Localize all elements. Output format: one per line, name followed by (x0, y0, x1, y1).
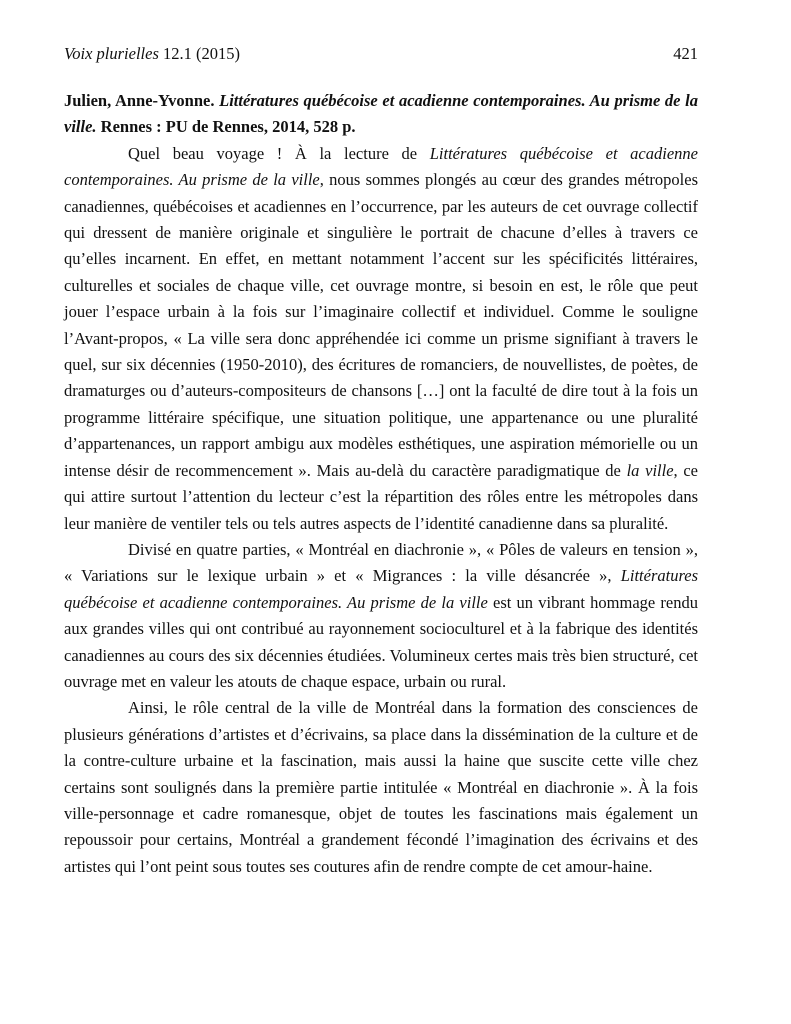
paragraph-3-text: Ainsi, le rôle central de la ville de Montréal dans la formation des consciences de plusieurs générations d’artistes et d’écrivains, sa place dans la dissémination de la culture et de la contre-culture urbaine et la fascination, mais aussi la haine que suscite cette ville chez certains sont soulignés dans la première partie intitulée « Montréal en diachronie ». À la fois ville-personnage et cadre romanesque, objet de toutes les fascinations mais également un repoussoir pour certains, Montréal a grandement fécondé l’imagination des écrivains et des artistes qui l’ont peint sous toutes ses coutures afin de rendre compte de cet amour-haine. (64, 698, 698, 876)
paragraph-2 (64, 537, 698, 695)
journal-title: Voix plurielles (64, 44, 159, 63)
page-number: 421 (673, 44, 698, 63)
paragraph-2-text-c: est un vibrant hommage rendu aux grandes villes qui ont contribué au rayonnement socioculturel et à la fabrique des identités canadiennes au cours des six décennies étudiées. Volumineux certes mais très bien structuré, cet ouvrage met en valeur les atouts de chaque espace, urbain ou rural. (64, 592, 698, 691)
paragraph-1 (64, 141, 698, 537)
review-body (64, 88, 698, 880)
paragraph-1-book-title: Littératures québécoise et acadienne contemporaines. Au prisme de la ville (64, 143, 698, 190)
page-header (64, 44, 698, 64)
running-head (64, 44, 240, 64)
book-citation (64, 88, 698, 141)
citation-title: Littératures québécoise et acadienne contemporaines. Au prisme de la ville. (64, 91, 698, 137)
journal-issue: 12.1 (2015) (158, 44, 240, 63)
citation-publication: Rennes : PU de Rennes, 2014, 528 p. (100, 117, 356, 137)
paragraph-3 (64, 695, 698, 880)
paragraph-2-book-title: Littératures québécoise et acadienne contemporaines. Au prisme de la ville (64, 566, 698, 612)
paragraph-1-text-e: , ce qui attire surtout l’attention du lecteur c’est la répartition des rôles entre les métropoles dans leur manière de ventiler tels ou tels autres aspects de l’identité canadienne dans sa pluralité. (64, 460, 699, 533)
paragraph-2-text-a: Divisé en quatre parties, « Montréal en diachronie », « Pôles de valeurs en tension », « Variations sur le lexique urbain » et « Migrances : la ville désancrée », (64, 539, 698, 586)
paragraph-1-text-a: Quel beau voyage ! À la lecture de (128, 143, 430, 163)
paragraph-1-italic-term: la ville (626, 460, 674, 480)
citation-author: Julien, Anne-Yvonne. (64, 91, 215, 110)
paragraph-1-text-c: , nous sommes plongés au cœur des grandes métropoles canadiennes, québécoises et acadiennes en l’occurrence, par les auteurs de cet ouvrage collectif qui dressent de manière originale et singulière le portrait de chacune d’elles à travers ce qu’elles incarnent. En effet, en mettant notamment l’accent sur les spécificités littéraires, culturelles et sociales de chaque ville, cet ouvrage montre, si besoin en est, le rôle que peut jouer l’espace urbain à la fois sur l’imaginaire collectif et individuel. Comme le souligne l’Avant-propos, « La ville sera donc appréhendée ici comme un prisme signifiant à travers le quel, sur six décennies (1950-2010), des écritures de romanciers, de nouvellistes, de poètes, de dramaturges ou d’auteurs-compositeurs de chansons […] ont la faculté de dire tout à la fois un programme littéraire spécifique, une situation politique, une appartenance ou une pluralité d’appartenances, un rapport ambigu aux modèles esthétiques, une aspiration mémorielle ou un intense désir de recommencement ». Mais au-delà du caractère paradigmatique de (64, 170, 698, 480)
